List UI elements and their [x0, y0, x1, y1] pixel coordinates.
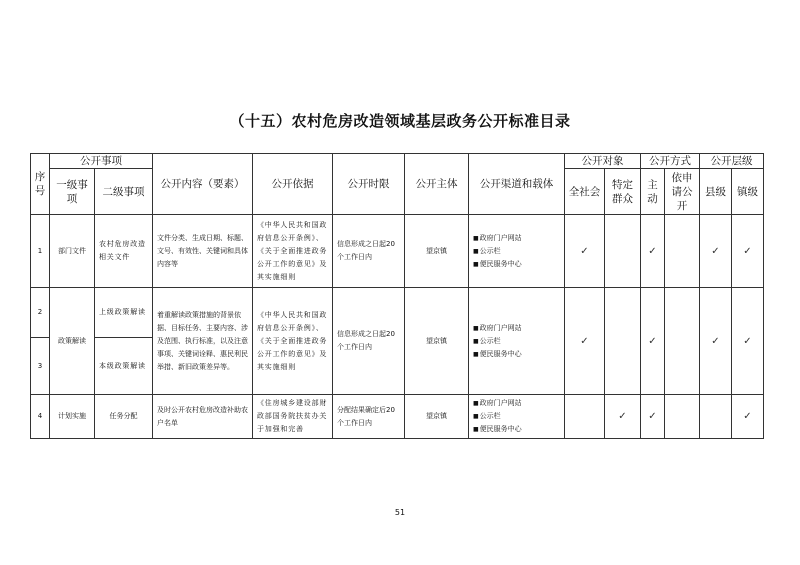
table-row	[31, 215, 764, 288]
row-level2: 上级政策解读	[95, 288, 153, 338]
header-level1: 一级事项	[50, 169, 95, 215]
row-seq: 2	[31, 288, 50, 338]
row-content: 及时公开农村危房改造补助农户名单	[153, 395, 253, 439]
row-time-limit: 信息形成之日起20个工作日内	[333, 288, 405, 395]
empty-specific-group	[605, 215, 641, 288]
channel-item: ■ 便民服务中心	[473, 348, 560, 361]
header-all-society: 全社会	[565, 169, 605, 215]
row-basis: 《中华人民共和国政府信息公开条例》、《关于全面推进政务公开工作的意见》及其实施细则	[253, 288, 333, 395]
row-basis: 《住房城乡建设部财政部国务院扶贫办关于加强和完善	[253, 395, 333, 439]
row-content: 着重解读政策措施的背景依据、目标任务、主要内容、涉及范围、执行标准，以及注意事项、关键词诠释、惠民利民举措、新旧政策差异等。	[153, 288, 253, 395]
row-content: 文件分类、生成日期、标题、文号、有效性、关键词和具体内容等	[153, 215, 253, 288]
header-row-1	[31, 154, 764, 169]
empty-specific-group	[605, 288, 641, 395]
header-time-limit: 公开时限	[333, 154, 405, 215]
header-specific-group: 特定群众	[605, 169, 641, 215]
header-proactive: 主动	[641, 169, 665, 215]
check-proactive: ✓	[641, 215, 665, 288]
row-level1: 计划实施	[50, 395, 95, 439]
check-county: ✓	[700, 215, 732, 288]
empty-on-request	[665, 288, 700, 395]
channel-item: ■ 公示栏	[473, 335, 560, 348]
header-level2: 二级事项	[95, 169, 153, 215]
check-town: ✓	[732, 395, 764, 439]
channel-item: ■ 政府门户网站	[473, 397, 560, 410]
check-proactive: ✓	[641, 288, 665, 395]
header-seq: 序号	[31, 154, 50, 215]
row-channels	[469, 215, 565, 288]
page-title: （十五）农村危房改造领域基层政务公开标准目录	[229, 112, 571, 130]
empty-all-society	[565, 395, 605, 439]
row-subject: 望京镇	[405, 215, 469, 288]
channel-item: ■ 政府门户网站	[473, 232, 560, 245]
header-content: 公开内容（要素）	[153, 154, 253, 215]
header-method: 公开方式	[641, 154, 700, 169]
header-basis: 公开依据	[253, 154, 333, 215]
channel-item: ■ 便民服务中心	[473, 258, 560, 271]
empty-on-request	[665, 395, 700, 439]
header-disclosure-items: 公开事项	[50, 154, 153, 169]
header-audience: 公开对象	[565, 154, 641, 169]
row-level1: 政策解读	[50, 288, 95, 395]
check-proactive: ✓	[641, 395, 665, 439]
header-town: 镇级	[732, 169, 764, 215]
row-basis: 《中华人民共和国政府信息公开条例》、《关于全面推进政务公开工作的意见》及其实施细则	[253, 215, 333, 288]
check-all-society: ✓	[565, 288, 605, 395]
empty-on-request	[665, 215, 700, 288]
row-time-limit: 分配结果确定后20个工作日内	[333, 395, 405, 439]
check-town: ✓	[732, 215, 764, 288]
channel-item: ■ 公示栏	[473, 245, 560, 258]
header-channels: 公开渠道和载体	[469, 154, 565, 215]
row-level2: 农村危房改造相关文件	[95, 215, 153, 288]
header-on-request: 依申请公开	[665, 169, 700, 215]
channel-item: ■ 便民服务中心	[473, 423, 560, 436]
header-county: 县级	[700, 169, 732, 215]
header-level: 公开层级	[700, 154, 764, 169]
row-level2: 任务分配	[95, 395, 153, 439]
row-channels	[469, 395, 565, 439]
row-seq: 4	[31, 395, 50, 439]
table-row	[31, 395, 764, 439]
row-seq: 3	[31, 338, 50, 395]
header-subject: 公开主体	[405, 154, 469, 215]
table-row	[31, 288, 764, 338]
channel-item: ■ 公示栏	[473, 410, 560, 423]
row-channels	[469, 288, 565, 395]
row-subject: 望京镇	[405, 288, 469, 395]
row-level2: 本级政策解读	[95, 338, 153, 395]
page-number: 51	[394, 508, 406, 517]
row-level1: 部门文件	[50, 215, 95, 288]
check-town: ✓	[732, 288, 764, 395]
check-all-society: ✓	[565, 215, 605, 288]
row-subject: 望京镇	[405, 395, 469, 439]
check-county: ✓	[700, 288, 732, 395]
check-specific-group: ✓	[605, 395, 641, 439]
channel-item: ■ 政府门户网站	[473, 322, 560, 335]
empty-county	[700, 395, 732, 439]
row-seq: 1	[31, 215, 50, 288]
row-time-limit: 信息形成之日起20个工作日内	[333, 215, 405, 288]
disclosure-catalog-table	[30, 153, 764, 439]
